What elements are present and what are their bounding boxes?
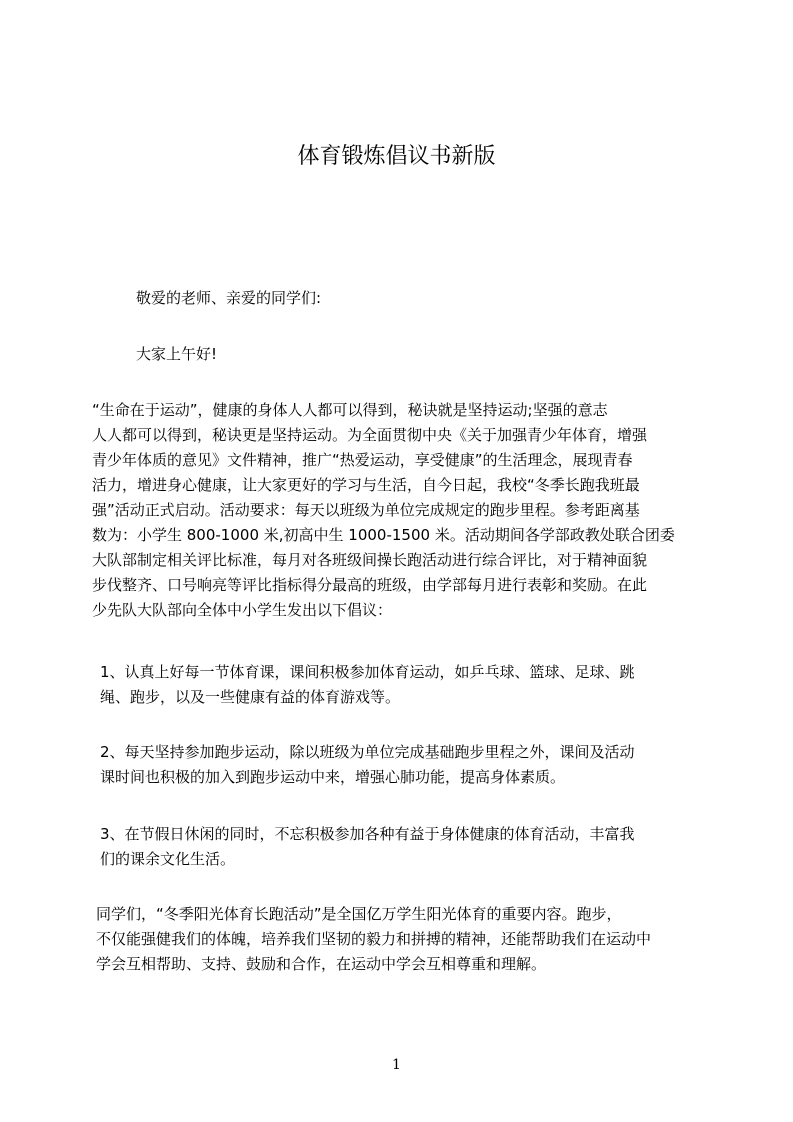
text-line: 1、认真上好每一节体育课，课间积极参加体育运动，如乒乓球、篮球、足球、跳 xyxy=(100,663,635,681)
text-line: 强”活动正式启动。活动要求：每天以班级为单位完成规定的跑步里程。参考距离基 xyxy=(92,501,640,519)
proposal-item-2 xyxy=(100,740,716,790)
text-line: 不仅能强健我们的体魄，培养我们坚韧的毅力和拼搏的精神，还能帮助我们在运动中 xyxy=(96,930,652,948)
text-line: 3、在节假日休闲的同时，不忘积极参加各种有益于身体健康的体育活动，丰富我 xyxy=(100,825,635,843)
text-line: 数为：小学生 800-1000 米,初高中生 1000-1500 米。活动期间各学部政教处联合团委 xyxy=(92,526,675,544)
text-line: 绳、跑步，以及一些健康有益的体育游戏等。 xyxy=(100,688,401,706)
text-line: 步伐整齐、口号响亮等评比指标得分最高的班级，由学部每月进行表彰和奖励。在此 xyxy=(92,576,648,594)
page-number: 1 xyxy=(392,1057,401,1073)
intro-paragraph xyxy=(92,398,708,623)
text-line: 活力，增进身心健康，让大家更好的学习与生活，自今日起，我校“冬季长跑我班最 xyxy=(92,476,640,494)
text-line: 课时间也积极的加入到跑步运动中来，增强心肺功能，提高身体素质。 xyxy=(100,768,566,786)
text-line: 学会互相帮助、支持、鼓励和合作，在运动中学会互相尊重和理解。 xyxy=(96,955,547,973)
text-line: 同学们，“冬季阳光体育长跑活动”是全国亿万学生阳光体育的重要内容。跑步， xyxy=(96,905,622,923)
greeting: 敬爱的老师、亲爱的同学们: xyxy=(136,289,322,307)
text-line: 2、每天坚持参加跑步运动，除以班级为单位完成基础跑步里程之外，课间及活动 xyxy=(100,743,635,761)
closing-paragraph xyxy=(96,902,712,977)
proposal-item-1 xyxy=(100,660,716,710)
document-title: 体育锻炼倡议书新版 xyxy=(297,144,496,169)
proposal-item-3 xyxy=(100,822,716,872)
text-line: 们的课余文化生活。 xyxy=(100,850,236,868)
salutation: 大家上午好! xyxy=(136,345,218,363)
text-line: 人人都可以得到，秘诀更是坚持运动。为全面贯彻中央《关于加强青少年体育，增强 xyxy=(92,426,648,444)
text-line: 少先队大队部向全体中小学生发出以下倡议： xyxy=(92,601,393,619)
text-line: 青少年体质的意见》文件精神，推广“热爱运动，享受健康”的生活理念，展现青春 xyxy=(92,451,633,469)
text-line: “生命在于运动”，健康的身体人人都可以得到，秘诀就是坚持运动;坚强的意志 xyxy=(92,401,608,419)
text-line: 大队部制定相关评比标准，每月对各班级间操长跑活动进行综合评比，对于精神面貌 xyxy=(92,551,648,569)
